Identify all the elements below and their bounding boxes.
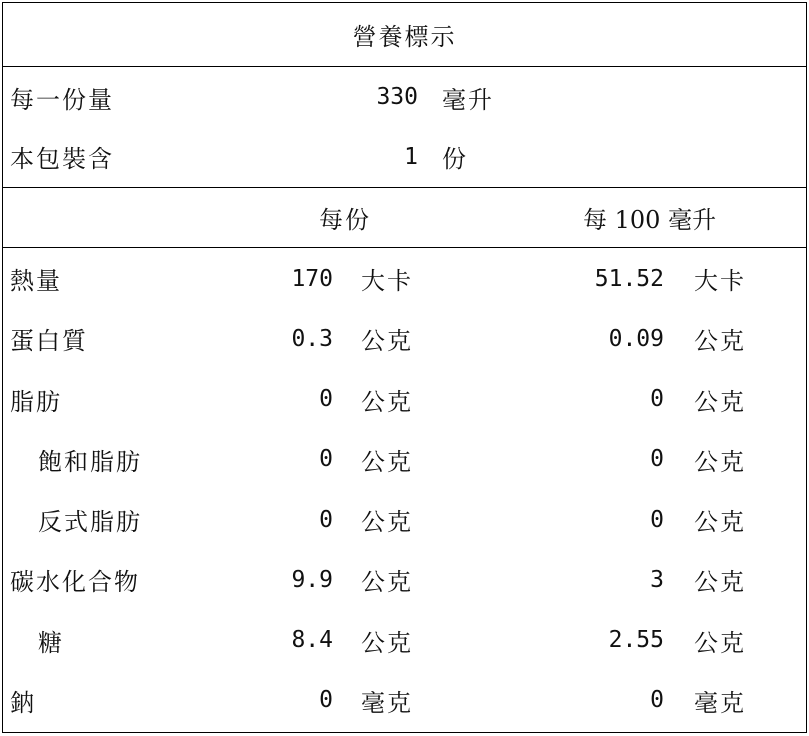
- per-serving-unit: 公克: [361, 568, 413, 597]
- per-100-value: 0: [650, 687, 664, 714]
- per-100-value: 3: [650, 566, 664, 593]
- nutrient-name: 反式脂肪: [38, 508, 142, 537]
- per-serving-unit: 大卡: [361, 267, 413, 296]
- nutrient-row-fat: [3, 369, 806, 429]
- nutrient-row-energy: [3, 249, 806, 309]
- per-100-value: 0: [650, 446, 664, 473]
- per-serving-value: 0: [319, 386, 333, 413]
- per-100-header: 每 100 毫升: [583, 206, 717, 234]
- nutrition-label: [2, 2, 807, 733]
- per-serving-unit: 公克: [361, 327, 413, 356]
- nutrient-name: 熱量: [10, 267, 62, 296]
- per-serving-unit: 公克: [361, 387, 413, 416]
- per-serving-value: 0: [319, 446, 333, 473]
- nutrient-name: 脂肪: [10, 387, 62, 416]
- servings-per-package-label: 本包裝含: [10, 145, 114, 174]
- nutrient-row-carbohydrate: [3, 550, 806, 610]
- nutrient-name: 碳水化合物: [10, 568, 140, 597]
- serving-size-row: [3, 68, 806, 128]
- per-100-unit: 毫克: [694, 688, 746, 717]
- servings-per-package-unit: 份: [442, 145, 468, 174]
- per-100-value: 51.52: [594, 265, 664, 292]
- serving-size-unit: 毫升: [442, 85, 494, 114]
- nutrient-name: 鈉: [10, 688, 36, 717]
- serving-info: [3, 68, 806, 188]
- per-serving-unit: 毫克: [361, 688, 413, 717]
- servings-per-package-value: 1: [404, 143, 418, 170]
- serving-size-label: 每一份量: [10, 85, 114, 114]
- column-header-row: [3, 188, 806, 248]
- servings-per-package-row: [3, 127, 806, 187]
- column-headers: [3, 188, 806, 247]
- per-serving-unit: 公克: [361, 447, 413, 476]
- nutrient-row-sodium: [3, 670, 806, 730]
- nutrient-row-saturated-fat: [3, 429, 806, 489]
- per-serving-value: 9.9: [291, 566, 333, 593]
- per-100-unit: 公克: [694, 508, 746, 537]
- per-serving-value: 170: [291, 265, 333, 292]
- per-100-value: 0.09: [608, 325, 664, 352]
- per-serving-value: 0: [319, 506, 333, 533]
- nutrient-row-sugar: [3, 610, 806, 670]
- per-serving-header: 每份: [319, 206, 371, 234]
- nutrient-row-protein: [3, 309, 806, 369]
- per-serving-unit: 公克: [361, 508, 413, 537]
- serving-size-value: 330: [376, 84, 418, 111]
- per-100-unit: 公克: [694, 628, 746, 657]
- per-serving-value: 0.3: [291, 325, 333, 352]
- nutrient-table: [3, 249, 806, 731]
- per-serving-value: 8.4: [291, 627, 333, 654]
- per-100-unit: 公克: [694, 447, 746, 476]
- per-100-unit: 大卡: [694, 267, 746, 296]
- per-100-value: 2.55: [608, 627, 664, 654]
- per-100-unit: 公克: [694, 387, 746, 416]
- nutrient-row-trans-fat: [3, 490, 806, 550]
- per-100-unit: 公克: [694, 568, 746, 597]
- nutrient-name: 蛋白質: [10, 327, 88, 356]
- per-100-unit: 公克: [694, 327, 746, 356]
- per-100-value: 0: [650, 386, 664, 413]
- nutrient-name: 飽和脂肪: [38, 447, 142, 476]
- per-serving-value: 0: [319, 687, 333, 714]
- nutrition-title: 營養標示: [3, 3, 806, 67]
- per-100-value: 0: [650, 506, 664, 533]
- per-serving-unit: 公克: [361, 628, 413, 657]
- nutrient-name: 糖: [38, 628, 64, 657]
